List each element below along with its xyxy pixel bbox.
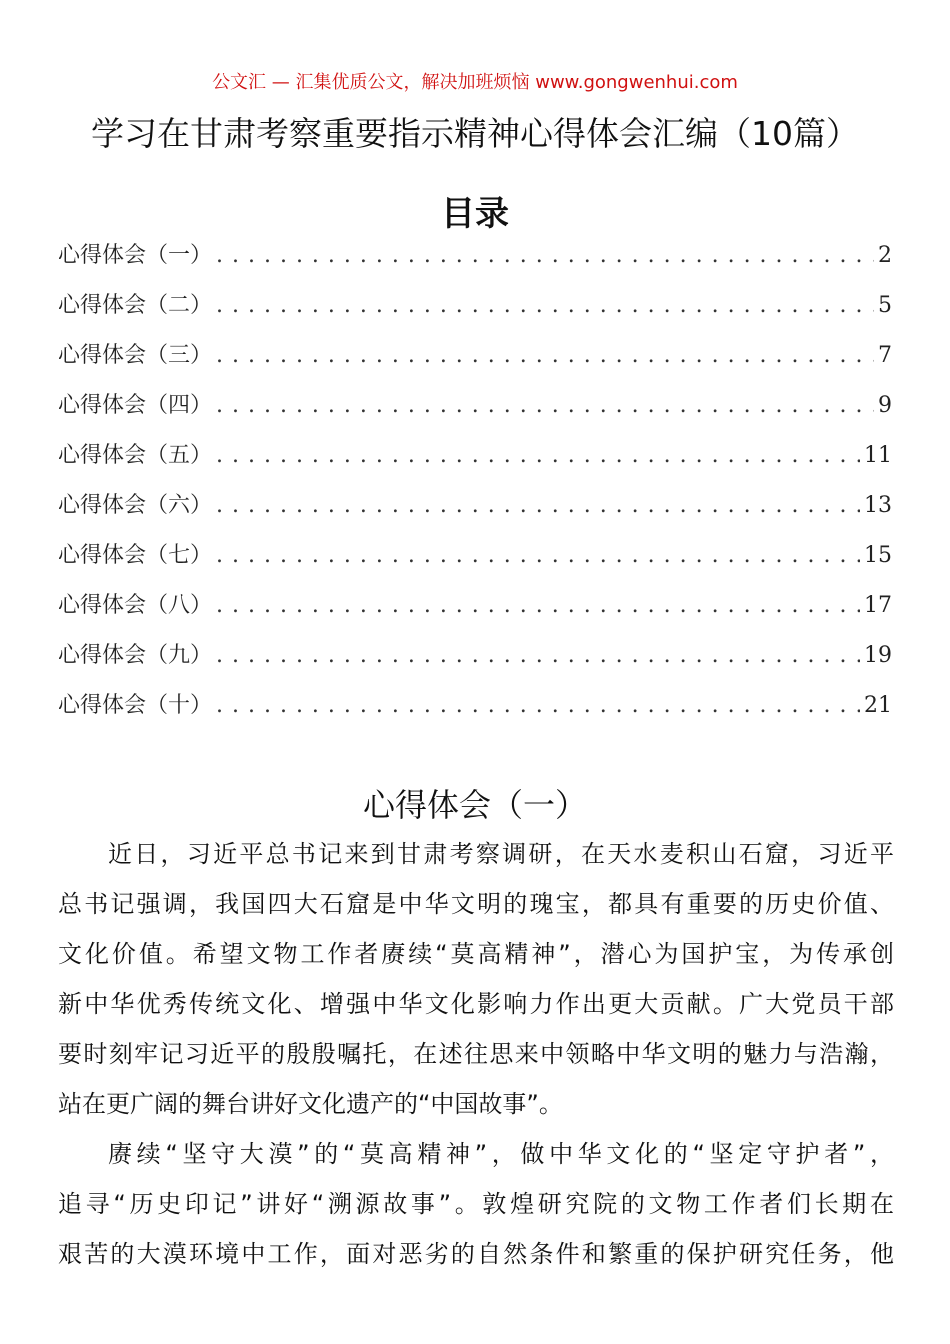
toc-leader-dots bbox=[216, 393, 874, 418]
toc-leader-dots bbox=[216, 243, 874, 268]
section-heading: 心得体会（一） bbox=[362, 786, 587, 824]
toc-entry[interactable] bbox=[58, 588, 892, 638]
toc-entry-page: 7 bbox=[878, 343, 892, 368]
toc-entry-page: 17 bbox=[864, 593, 892, 618]
toc-leader-dots bbox=[216, 543, 860, 568]
toc-leader-dots bbox=[216, 593, 860, 618]
toc-entry-label: 心得体会（一） bbox=[58, 243, 213, 268]
toc-entry-page: 21 bbox=[864, 693, 892, 718]
toc-entry[interactable] bbox=[58, 288, 892, 338]
paragraph-line: 文化价值。希望文物工作者赓续“莫高精神”，潜心为国护宝，为传承创 bbox=[58, 940, 894, 968]
toc-entry-label: 心得体会（四） bbox=[58, 393, 213, 418]
toc-entry-page: 9 bbox=[878, 393, 892, 418]
toc-entry-page: 19 bbox=[864, 643, 892, 668]
toc-entry[interactable] bbox=[58, 438, 892, 488]
toc-entry-label: 心得体会（十） bbox=[58, 693, 213, 718]
toc-entry[interactable] bbox=[58, 688, 892, 738]
toc-entry[interactable] bbox=[58, 538, 892, 588]
paragraph-line: 新中华优秀传统文化、增强中华文化影响力作出更大贡献。广大党员干部 bbox=[58, 990, 894, 1018]
section-body bbox=[58, 834, 894, 1284]
paragraph-line: 要时刻牢记习近平的殷殷嘱托，在述往思来中领略中华文明的魅力与浩瀚， bbox=[58, 1040, 894, 1068]
table-of-contents bbox=[58, 238, 892, 738]
toc-entry-label: 心得体会（七） bbox=[58, 543, 213, 568]
toc-entry[interactable] bbox=[58, 488, 892, 538]
toc-entry-label: 心得体会（五） bbox=[58, 443, 213, 468]
paragraph-line: 追寻“历史印记”讲好“溯源故事”。敦煌研究院的文物工作者们长期在 bbox=[58, 1190, 894, 1218]
toc-entry-page: 15 bbox=[864, 543, 892, 568]
toc-heading: 目录 bbox=[441, 194, 509, 234]
toc-entry-label: 心得体会（三） bbox=[58, 343, 213, 368]
toc-entry[interactable] bbox=[58, 388, 892, 438]
toc-entry[interactable] bbox=[58, 238, 892, 288]
toc-leader-dots bbox=[216, 293, 874, 318]
toc-entry-page: 2 bbox=[878, 243, 892, 268]
toc-leader-dots bbox=[216, 643, 860, 668]
toc-entry[interactable] bbox=[58, 338, 892, 388]
toc-leader-dots bbox=[216, 343, 874, 368]
toc-entry-page: 5 bbox=[878, 293, 892, 318]
document-title: 学习在甘肃考察重要指示精神心得体会汇编（10篇） bbox=[91, 114, 859, 153]
toc-leader-dots bbox=[216, 693, 860, 718]
toc-entry-page: 13 bbox=[864, 493, 892, 518]
toc-entry-label: 心得体会（八） bbox=[58, 593, 213, 618]
paragraph-line: 总书记强调，我国四大石窟是中华文明的瑰宝，都具有重要的历史价值、 bbox=[58, 890, 894, 918]
toc-entry-page: 11 bbox=[864, 443, 892, 468]
toc-leader-dots bbox=[216, 493, 860, 518]
toc-entry-label: 心得体会（二） bbox=[58, 293, 213, 318]
toc-entry-label: 心得体会（九） bbox=[58, 643, 213, 668]
paragraph-line: 站在更广阔的舞台讲好文化遗产的“中国故事”。 bbox=[58, 1090, 563, 1118]
toc-leader-dots bbox=[216, 443, 860, 468]
paragraph-line: 艰苦的大漠环境中工作，面对恶劣的自然条件和繁重的保护研究任务，他 bbox=[58, 1240, 894, 1268]
paragraph-line: 近日，习近平总书记来到甘肃考察调研，在天水麦积山石窟，习近平 bbox=[108, 840, 894, 868]
site-header: 公文汇 — 汇集优质公文，解决加班烦恼 www.gongwenhui.com bbox=[212, 72, 738, 93]
paragraph-line: 赓续“坚守大漠”的“莫高精神”，做中华文化的“坚定守护者”， bbox=[108, 1140, 894, 1168]
toc-entry-label: 心得体会（六） bbox=[58, 493, 213, 518]
toc-entry[interactable] bbox=[58, 638, 892, 688]
